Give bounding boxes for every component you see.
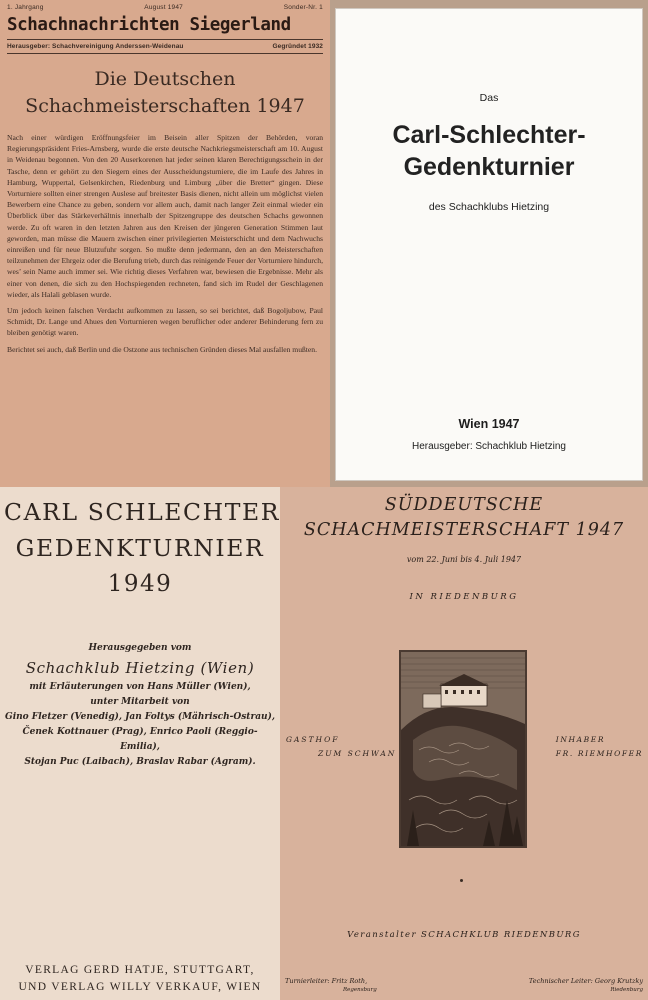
title-line: SCHACHMEISTERSCHAFT 1947	[303, 520, 625, 540]
publisher: Herausgeber: Schachvereinigung Anderssen-Weidenau	[7, 43, 184, 50]
headline-line: Schachmeisterschaften 1947	[25, 95, 305, 117]
imprint-line: UND VERLAG WILLY VERKAUF, WIEN	[18, 981, 262, 993]
club-name: Schachklub Hietzing (Wien)	[25, 659, 255, 677]
owner-label: INHABER	[555, 735, 606, 744]
contributor-line: unter Mitarbeit von	[90, 697, 190, 707]
title-line: GEDENKTURNIER	[15, 534, 265, 562]
pre-title: Das	[479, 92, 499, 104]
publisher: Herausgeber: Schachklub Hietzing	[412, 441, 566, 452]
imprint-line: VERLAG GERD HATJE, STUTTGART,	[25, 964, 255, 976]
paragraph: Nach einer würdigen Eröffnungsfeier im Beisein aller Spitzen der Behörden, voran Regierungspräsident Fries-Arnsberg, wurde die erste deutsche Nachkriegsmeisterschaft am 10. August in Weidenau begonnen. Von den 20 Auserkorenen hat jeder seinen klaren Berechtigungsschein in der Tasche, denn er gehört zu den Siegern eines der Ausscheidungsturniere, die im Laufe des Jahres in Hamburg, Wuppertal, Gelsenkirchen, Riedenburg und Limburg „über die Bretter“ gingen. Diese Vorturniere sollten einer strengen Auslese auf breitester Basis dienen, nicht allein um möglichst vielen Bewerbern eine Chance zu geben, sondern vor allem auch, damit nach langer Zeit einmal wieder ein Überblick über das Stärkeverhältnis innerhalb der Spitzengruppe des deutschen Schachs gewonnen werde. Zu oft waren in den letzten Jahren aus den Kreisen der jüngeren Generation Stimmen laut geworden, man müsse die Mauern zwischen einer privilegierten Meisterschicht und dem Nachwuchs einreißen und für neue Blutzufuhr sorgen. So mußte denn jedermann, den an den Meisterschaften teilzunehmen der Ehrgeiz oder die Berufung trieb, durch das reinigende Feuer der Vorturniere hindurch, wes’ sein Name auch immer sei. Wie richtig dieses Verfahren war, bewiesen die Ergebnisse. Mehr als einer von denen, die sich zu den Hochspiegenden rechneten, fand sich im Rudel der Geschlagenen wieder, als Halali geblasen wurde.	[7, 133, 323, 299]
technical-director	[529, 977, 643, 995]
headline	[7, 66, 323, 120]
contributor-line: mit Erläuterungen von Hans Müller (Wien),	[29, 682, 251, 692]
paragraph: Um jedoch keinen falschen Verdacht aufkommen zu lassen, so sei berichtet, daß Bogoljubow, Paul Schmidt, Dr. Lange und Ahues den Vorturnieren wegen beruflicher oder anderer Behinderung fern zu bleiben genötigt waren.	[7, 306, 323, 338]
title	[280, 493, 648, 543]
gasthof-label: GASTHOF	[286, 735, 340, 744]
cover-sueddeutsche-schachmeisterschaft	[280, 487, 648, 1000]
title	[4, 494, 280, 566]
headline-line: Die Deutschen	[94, 68, 236, 90]
title-line: Gedenkturnier	[403, 153, 575, 181]
issue-number: Sonder-Nr. 1	[283, 4, 323, 11]
divider	[7, 53, 323, 54]
title-line: SÜDDEUTSCHE	[384, 495, 544, 515]
issue-date: August 1947	[144, 4, 183, 11]
director-city: Regensburg	[343, 987, 377, 993]
article-body	[7, 132, 323, 355]
castle-engraving-illustration	[399, 650, 527, 848]
paragraph: Berichtet sei auch, daß Berlin und die Ostzone aus technischen Gründen dieses Mal ausfallen mußten.	[7, 344, 317, 354]
contributor-line: Čenek Kottnauer (Prag), Enrico Paoli (Reggio-Emilia),	[22, 727, 258, 752]
issue-info	[7, 4, 323, 11]
subtitle: des Schachklubs Hietzing	[428, 201, 550, 213]
founded: Gegründet 1932	[272, 43, 323, 50]
contributor-line: Stojan Puc (Laibach), Braslav Rabar (Agram).	[24, 757, 256, 767]
title-line: Carl-Schlechter-	[392, 121, 586, 149]
ornament-dot	[460, 879, 463, 882]
contributor-line: Gino Fletzer (Venedig), Jan Foltys (Mährisch-Ostrau),	[5, 712, 275, 722]
director-name: Turnierleiter: Fritz Roth,	[285, 977, 368, 985]
owner-ad	[554, 733, 643, 761]
cover-carl-schlechter-1947	[330, 0, 648, 487]
city-year: Wien 1947	[458, 417, 520, 431]
contributors	[4, 680, 276, 770]
year: 1949	[107, 571, 173, 597]
masthead: Schachnachrichten Siegerland	[7, 15, 291, 35]
publisher-line	[7, 43, 323, 50]
publisher-imprint	[0, 962, 280, 996]
cover-carl-schlechter-1949	[0, 487, 280, 1000]
divider	[7, 39, 323, 40]
title-line: CARL SCHLECHTER	[4, 498, 280, 526]
location: IN RIEDENBURG	[409, 592, 519, 602]
organizer: Veranstalter SCHACHKLUB RIEDENBURG	[347, 930, 581, 940]
owner-name: FR. RIEMHOFER	[555, 749, 643, 758]
dates: vom 22. Juni bis 4. Juli 1947	[406, 555, 522, 564]
edited-by: Herausgegeben vom	[88, 643, 192, 653]
gasthof-name: ZUM SCHWAN	[318, 749, 397, 758]
gasthof-ad	[286, 733, 396, 761]
cover-schachnachrichten-siegerland	[0, 0, 330, 487]
title	[336, 119, 642, 183]
tech-city: Riedenburg	[610, 987, 643, 993]
volume: 1. Jahrgang	[7, 4, 44, 11]
title-page	[335, 8, 643, 481]
tech-name: Technischer Leiter: Georg Krutzky	[528, 977, 643, 985]
tournament-director	[285, 977, 377, 995]
